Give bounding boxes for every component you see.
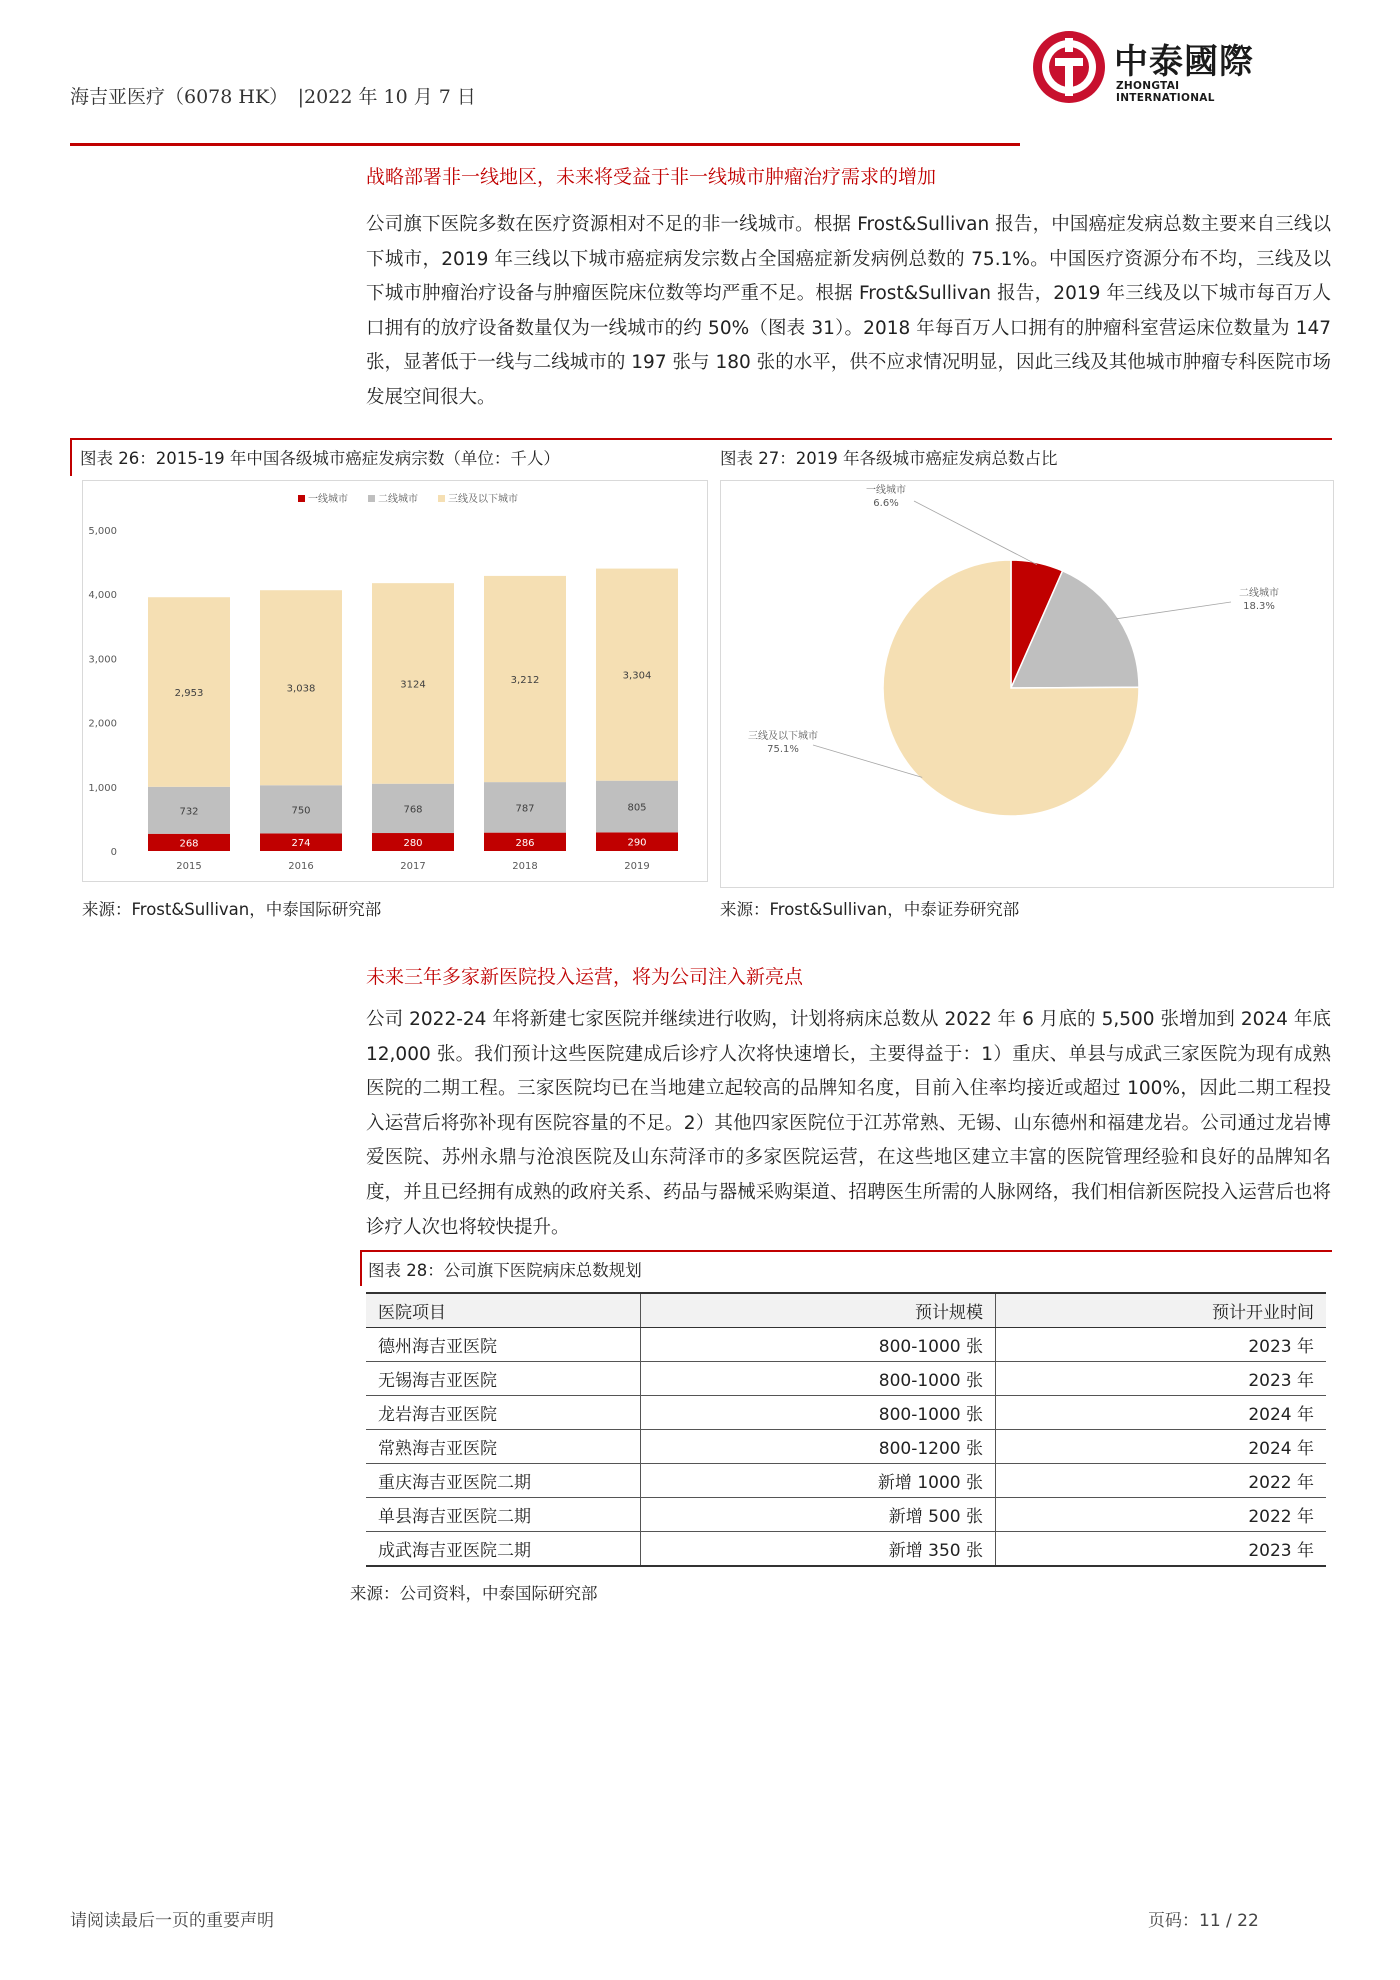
figure-28-title: 图表 28：公司旗下医院病床总数规划 xyxy=(368,1261,642,1280)
report-header: 海吉亚医疗（6078 HK） |2022 年 10 月 7 日 xyxy=(70,86,476,108)
x-tick-label: 2019 xyxy=(624,861,650,872)
data-label: 3,212 xyxy=(510,675,540,687)
legend-label: 二线城市 xyxy=(378,494,418,505)
table-cell-opening: 2023 年 xyxy=(996,1362,1327,1396)
table-row xyxy=(366,1498,1326,1532)
legend-label: 三线及以下城市 xyxy=(448,494,518,505)
table-cell-scale: 800-1200 张 xyxy=(641,1430,996,1464)
table-cell-scale: 800-1000 张 xyxy=(641,1362,996,1396)
pie-chart-panel xyxy=(720,480,1334,888)
table-cell-scale: 800-1000 张 xyxy=(641,1396,996,1430)
data-label: 2,953 xyxy=(174,688,204,700)
data-label: 787 xyxy=(515,803,535,815)
slice-value-label: 18.3% xyxy=(1243,601,1275,612)
logo-mark-icon xyxy=(1030,28,1108,106)
data-label: 805 xyxy=(627,802,647,814)
data-label: 290 xyxy=(627,837,647,849)
data-label: 768 xyxy=(403,804,423,816)
figure-28-rule xyxy=(360,1250,1332,1252)
table-cell-project: 德州海吉亚医院 xyxy=(366,1328,641,1362)
table-cell-opening: 2024 年 xyxy=(996,1396,1327,1430)
slice-value-label: 6.6% xyxy=(873,498,899,509)
data-label: 3,304 xyxy=(622,670,652,682)
table-row xyxy=(366,1532,1326,1567)
table-cell-project: 龙岩海吉亚医院 xyxy=(366,1396,641,1430)
figure-rule-top xyxy=(70,438,1332,440)
data-label: 268 xyxy=(179,838,199,850)
table-cell-project: 无锡海吉亚医院 xyxy=(366,1362,641,1396)
data-label: 732 xyxy=(179,806,199,818)
table-cell-scale: 800-1000 张 xyxy=(641,1328,996,1362)
slice-name-label: 二线城市 xyxy=(1239,588,1279,599)
y-tick-label: 4,000 xyxy=(88,590,117,602)
table-row xyxy=(366,1362,1326,1396)
figure-26-source: 来源：Frost&Sullivan，中泰国际研究部 xyxy=(82,900,382,919)
table-cell-opening: 2024 年 xyxy=(996,1430,1327,1464)
table-row xyxy=(366,1430,1326,1464)
table-row xyxy=(366,1464,1326,1498)
table-cell-opening: 2022 年 xyxy=(996,1498,1327,1532)
y-tick-label: 3,000 xyxy=(88,654,117,666)
y-tick-label: 1,000 xyxy=(88,782,117,794)
slice-name-label: 三线及以下城市 xyxy=(748,731,818,742)
table-cell-project: 常熟海吉亚医院 xyxy=(366,1430,641,1464)
legend-swatch xyxy=(298,495,305,502)
table-cell-project: 成武海吉亚医院二期 xyxy=(366,1532,641,1567)
footer-page-number: 页码：11 / 22 xyxy=(1148,1911,1259,1931)
figure-rule-left xyxy=(70,440,72,476)
table-cell-opening: 2023 年 xyxy=(996,1328,1327,1362)
table-cell-opening: 2023 年 xyxy=(996,1532,1327,1567)
footer-disclaimer: 请阅读最后一页的重要声明 xyxy=(70,1911,274,1931)
logo-chinese-name: 中泰國際 xyxy=(1114,42,1254,82)
data-label: 280 xyxy=(403,838,423,850)
slice-value-label: 75.1% xyxy=(767,744,799,755)
x-tick-label: 2015 xyxy=(176,861,202,872)
table-cell-scale: 新增 1000 张 xyxy=(641,1464,996,1498)
table-row xyxy=(366,1328,1326,1362)
section-title-strategy: 战略部署非一线地区，未来将受益于非一线城市肿瘤治疗需求的增加 xyxy=(366,166,937,188)
logo-english-name: ZHONGTAI INTERNATIONAL xyxy=(1116,80,1215,104)
table-cell-scale: 新增 350 张 xyxy=(641,1532,996,1567)
table-header-row xyxy=(366,1293,1326,1328)
y-tick-label: 2,000 xyxy=(88,718,117,730)
y-tick-label: 5,000 xyxy=(88,526,117,537)
table-cell-scale: 新增 500 张 xyxy=(641,1498,996,1532)
table-header-project: 医院项目 xyxy=(366,1293,641,1328)
data-label: 3,038 xyxy=(286,683,316,695)
legend-swatch xyxy=(368,495,375,502)
x-tick-label: 2017 xyxy=(400,861,426,872)
leader-line xyxy=(1116,602,1231,619)
table-cell-project: 单县海吉亚医院二期 xyxy=(366,1498,641,1532)
data-label: 750 xyxy=(291,805,311,817)
leader-line xyxy=(914,501,1037,565)
bar-chart-panel xyxy=(82,480,708,882)
x-tick-label: 2018 xyxy=(512,861,538,872)
figure-26-title: 图表 26：2015-19 年中国各级城市癌症发病宗数（单位：千人） xyxy=(80,449,560,468)
y-tick-label: 0 xyxy=(110,847,117,858)
bed-plan-table-wrap xyxy=(366,1292,1326,1567)
x-tick-label: 2016 xyxy=(288,861,314,872)
figure-27-source: 来源：Frost&Sullivan，中泰证券研究部 xyxy=(720,900,1020,919)
stacked-bar-chart xyxy=(83,481,707,881)
data-label: 286 xyxy=(515,837,535,849)
company-logo xyxy=(1030,28,1270,108)
section-body-new-hospitals: 公司 2022-24 年将新建七家医院并继续进行收购，计划将病床总数从 2022 年 6 月底的 5,500 张增加到 2024 年底 12,000 张。我们预计这些医院建成后诊疗人次将快速增长，主要得益于：1）重庆、单县与成武三家医院为现有成熟医院的二期工程。三家医院均已在当地建立起较高的品牌知名度，目前入住率均接近或超过 100%，因此二期工程投入运营后将弥补现有医院容量的不足。2）其他四家医院位于江苏常熟、无锡、山东德州和福建龙岩。公司通过龙岩博爱医院、苏州永鼎与沧浪医院及山东菏泽市的多家医院运营，在这些地区建立丰富的医院管理经验和良好的品牌知名度，并且已经拥有成熟的政府关系、药品与器械采购渠道、招聘医生所需的人脉网络，我们相信新医院投入运营后也将诊疗人次也将较快提升。 xyxy=(366,1009,1331,1238)
table-cell-opening: 2022 年 xyxy=(996,1464,1327,1498)
legend-label: 一线城市 xyxy=(308,494,348,505)
table-row xyxy=(366,1396,1326,1430)
figure-27-title: 图表 27：2019 年各级城市癌症发病总数占比 xyxy=(720,449,1058,468)
section-title-new-hospitals: 未来三年多家新医院投入运营，将为公司注入新亮点 xyxy=(366,966,804,988)
table-header-scale: 预计规模 xyxy=(641,1293,996,1328)
legend-swatch xyxy=(438,495,445,502)
pie-chart xyxy=(721,481,1333,887)
slice-name-label: 一线城市 xyxy=(866,485,906,496)
data-label: 274 xyxy=(291,838,311,850)
header-rule xyxy=(70,143,1020,146)
figure-28-rule-left xyxy=(360,1252,362,1286)
table-header-opening: 预计开业时间 xyxy=(996,1293,1327,1328)
section-body-strategy: 公司旗下医院多数在医疗资源相对不足的非一线城市。根据 Frost&Sullivan 报告，中国癌症发病总数主要来自三线以下城市，2019 年三线以下城市癌症病发宗数占全国癌症新发病例总数的 75.1%。中国医疗资源分布不均，三线及以下城市肿瘤治疗设备与肿瘤医院床位数等均严重不足。根据 Frost&Sullivan 报告，2019 年三线及以下城市每百万人口拥有的放疗设备数量仅为一线城市的约 50%（图表 31）。2018 年每百万人口拥有的肿瘤科室营运床位数量为 147 张，显著低于一线与二线城市的 197 张与 180 张的水平，供不应求情况明显，因此三线及其他城市肿瘤专科医院市场发展空间很大。 xyxy=(366,214,1331,408)
data-label: 3124 xyxy=(400,679,426,691)
bed-plan-table xyxy=(366,1292,1326,1567)
figure-28-source: 来源：公司资料，中泰国际研究部 xyxy=(350,1584,598,1603)
table-cell-project: 重庆海吉亚医院二期 xyxy=(366,1464,641,1498)
